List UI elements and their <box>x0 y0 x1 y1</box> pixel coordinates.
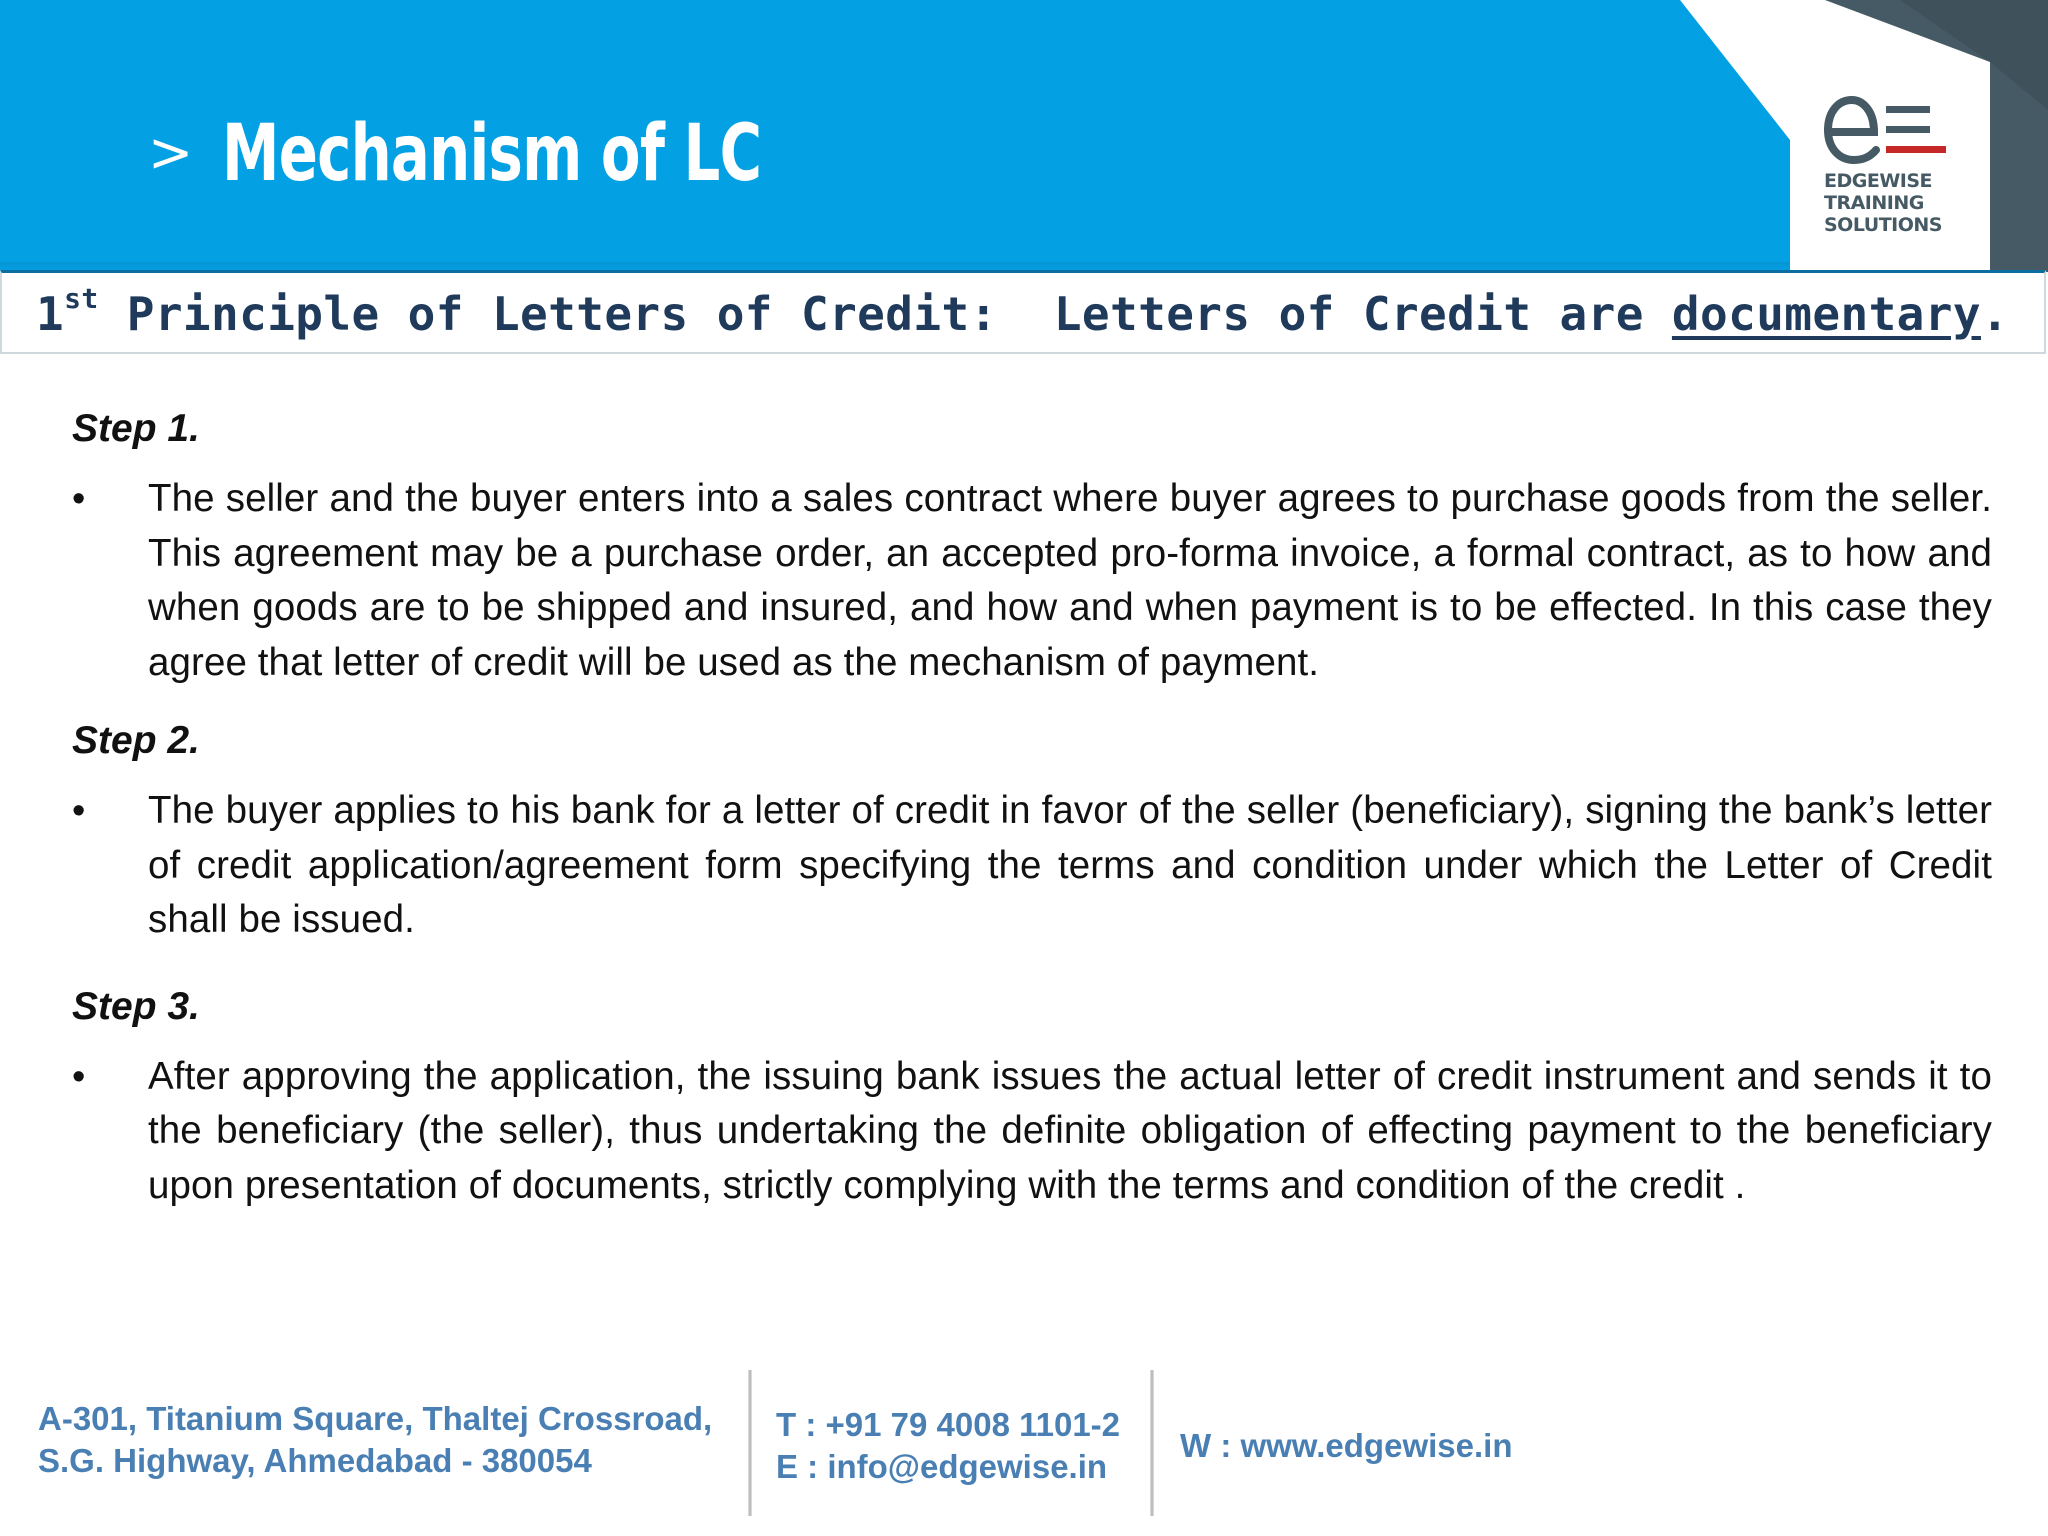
bullet-icon: • <box>72 478 86 520</box>
step-heading-3: Step 3. <box>72 984 200 1028</box>
footer-website: W : www.edgewise.in <box>1180 1427 1513 1464</box>
chevron-right-icon: > <box>148 121 194 184</box>
step-heading-2: Step 2. <box>72 719 200 762</box>
step-bullet-3 <box>72 1050 1992 1214</box>
bullet-icon: • <box>72 790 86 832</box>
principle-heading <box>36 284 2009 344</box>
footer-contact <box>776 1404 1120 1488</box>
logo-line1: EDGEWISE <box>1824 170 1933 192</box>
steps-content <box>72 402 1992 1213</box>
footer-address-line2: S.G. Highway, Ahmedabad - 380054 <box>38 1442 592 1479</box>
principle-ordinal-suffix: st <box>64 282 99 315</box>
footer-phone: T : +91 79 4008 1101-2 <box>776 1406 1121 1443</box>
footer-address-line1: A-301, Titanium Square, Thaltej Crossroad, <box>38 1400 713 1437</box>
step-text-2: The buyer applies to his bank for a letter of credit in favor of the seller (beneficiary), signing the bank’s letter of credit application/agreement form specifying the terms and condition under which the Letter of Credit shall be issued. <box>148 789 1992 941</box>
footer-email: E : info@edgewise.in <box>776 1448 1108 1485</box>
logo-line2: TRAINING <box>1824 192 1924 214</box>
step-text-1: The seller and the buyer enters into a sales contract where buyer agrees to purchase goods from the seller. This agreement may be a purchase order, an accepted pro-forma invoice, a formal contract, as to how and when goods are to be shipped and insured, and how and when payment is to be effected. In this case they agree that letter of credit will be used as the mechanism of payment. <box>148 477 1992 684</box>
step-bullet-1 <box>72 472 1992 690</box>
principle-end: . <box>1980 287 2010 341</box>
footer-divider <box>1150 1370 1154 1516</box>
footer-divider <box>748 1370 752 1516</box>
principle-label: Principle of Letters of Credit: Letters of Credit are <box>98 287 1672 341</box>
page-title: Mechanism of LC <box>222 109 762 199</box>
footer-address <box>38 1398 712 1482</box>
step-bullet-2 <box>72 784 1992 948</box>
principle-ordinal: 1 <box>36 287 65 341</box>
step-heading-1: Step 1. <box>72 407 200 450</box>
edgewise-logo-icon <box>1822 90 1972 170</box>
logo-line3: SOLUTIONS <box>1824 214 1942 236</box>
step-text-3: After approving the application, the issuing bank issues the actual letter of credit instrument and sends it to the beneficiary (the seller), thus undertaking the definite obligation of effecting payment to the beneficiary upon presentation of documents, strictly complying with the terms and condition of the credit . <box>148 1054 1992 1207</box>
bullet-icon: • <box>72 1055 86 1098</box>
principle-emphasis: documentary <box>1671 287 1981 341</box>
logo-wordmark <box>1824 170 1942 236</box>
